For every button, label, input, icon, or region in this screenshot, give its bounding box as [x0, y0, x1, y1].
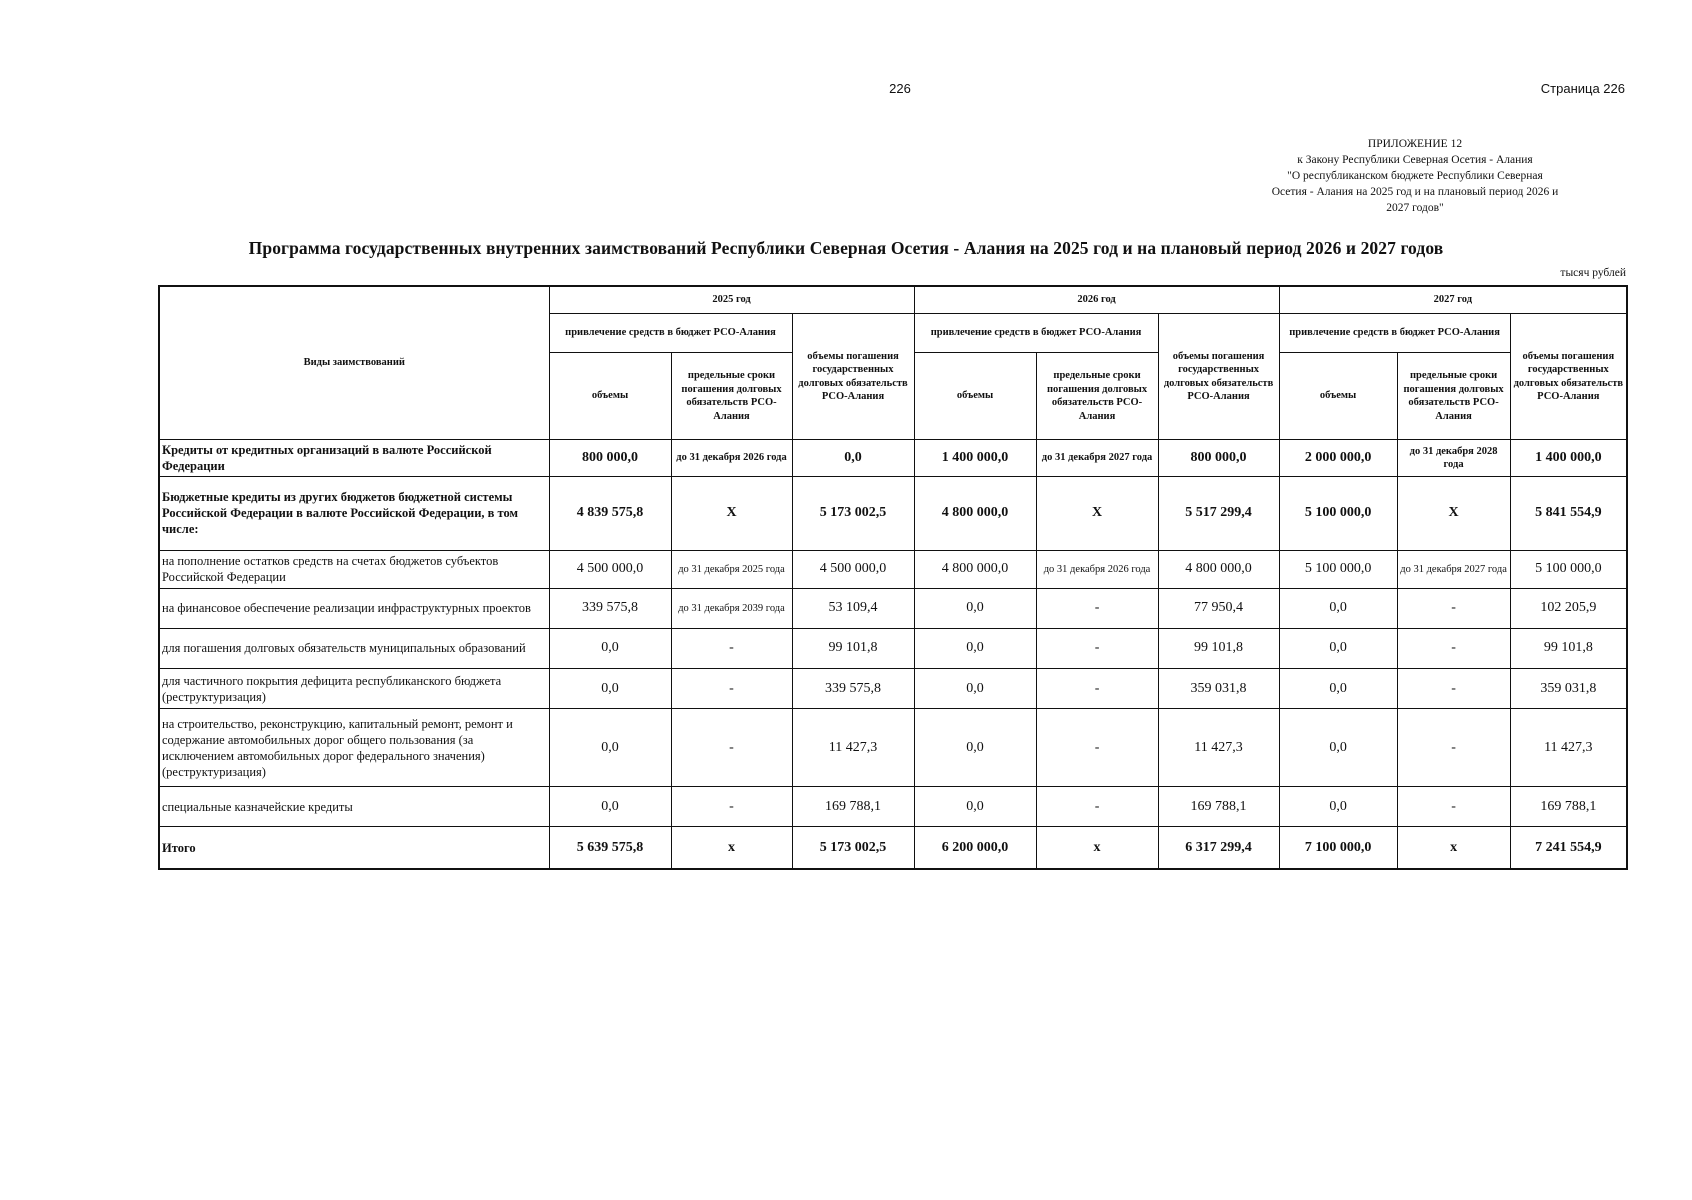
amount-cell: 339 575,8: [549, 588, 671, 628]
terms-header-2027: предельные сроки погашения долговых обязательств РСО-Алания: [1397, 353, 1510, 440]
attraction-header-2025: привлечение средств в бюджет РСО-Алания: [549, 314, 792, 353]
row-label: Кредиты от кредитных организаций в валюте Российской Федерации: [159, 440, 549, 477]
term-cell: -: [1036, 628, 1158, 668]
table-row: [159, 550, 1627, 588]
amount-cell: 0,0: [549, 668, 671, 708]
amount-cell: 169 788,1: [792, 787, 914, 827]
amount-cell: 53 109,4: [792, 588, 914, 628]
term-cell: -: [1397, 709, 1510, 787]
amount-cell: 11 427,3: [792, 709, 914, 787]
amount-cell: 4 500 000,0: [549, 550, 671, 588]
year-header-2026: 2026 год: [914, 286, 1279, 314]
table-row: [159, 440, 1627, 477]
amount-cell: 1 400 000,0: [1510, 440, 1627, 477]
term-cell: X: [1036, 476, 1158, 550]
amount-cell: 339 575,8: [792, 668, 914, 708]
amount-cell: 5 639 575,8: [549, 827, 671, 869]
amount-cell: 5 173 002,5: [792, 827, 914, 869]
table-row: [159, 827, 1627, 869]
table-row: [159, 787, 1627, 827]
appendix-block: [1250, 136, 1580, 216]
amount-cell: 0,0: [1279, 588, 1397, 628]
appendix-line: ПРИЛОЖЕНИЕ 12: [1367, 138, 1463, 150]
amount-cell: 102 205,9: [1510, 588, 1627, 628]
term-cell: -: [1397, 787, 1510, 827]
page-label: Страница 226: [1540, 81, 1625, 96]
term-cell: x: [671, 827, 792, 869]
row-label: на строительство, реконструкцию, капитальный ремонт, ремонт и содержание автомобильных дорог общего пользования (за исключением автомобильных дорог федерального значения) (реструктуризация): [159, 709, 549, 787]
amount-cell: 5 517 299,4: [1158, 476, 1279, 550]
amount-cell: 11 427,3: [1158, 709, 1279, 787]
borrowing-table: [158, 285, 1628, 870]
terms-header-2025: предельные сроки погашения долговых обязательств РСО-Алания: [671, 353, 792, 440]
volumes-header-2027: объемы: [1279, 353, 1397, 440]
table-row: [159, 628, 1627, 668]
term-cell: X: [1397, 476, 1510, 550]
amount-cell: 169 788,1: [1158, 787, 1279, 827]
amount-cell: 4 800 000,0: [1158, 550, 1279, 588]
term-cell: -: [671, 709, 792, 787]
term-cell: -: [671, 787, 792, 827]
document-title: Программа государственных внутренних заимствований Республики Северная Осетия - Алания на 2025 год и на плановый период 2026 и 2027 годов: [248, 238, 1444, 258]
units-label: тысяч рублей: [1560, 267, 1626, 279]
amount-cell: 0,0: [914, 588, 1036, 628]
row-label: Итого: [159, 827, 549, 869]
amount-cell: 0,0: [914, 628, 1036, 668]
amount-cell: 99 101,8: [1158, 628, 1279, 668]
row-label: Бюджетные кредиты из других бюджетов бюджетной системы Российской Федерации в валюте Российской Федерации, в том числе:: [159, 476, 549, 550]
amount-cell: 359 031,8: [1510, 668, 1627, 708]
amount-cell: 0,0: [1279, 709, 1397, 787]
amount-cell: 0,0: [914, 787, 1036, 827]
volumes-header-2025: объемы: [549, 353, 671, 440]
amount-cell: 11 427,3: [1510, 709, 1627, 787]
row-label: на пополнение остатков средств на счетах бюджетов субъектов Российской Федерации: [159, 550, 549, 588]
amount-cell: 359 031,8: [1158, 668, 1279, 708]
attraction-header-2026: привлечение средств в бюджет РСО-Алания: [914, 314, 1158, 353]
table-row: [159, 668, 1627, 708]
appendix-line: "О республиканском бюджете Республики Северная: [1287, 170, 1543, 182]
term-cell: x: [1397, 827, 1510, 869]
repayment-header-2026: объемы погашения государственных долговых обязательств РСО-Алания: [1158, 314, 1279, 440]
amount-cell: 6 200 000,0: [914, 827, 1036, 869]
amount-cell: 4 800 000,0: [914, 476, 1036, 550]
row-label: для частичного покрытия дефицита республиканского бюджета (реструктуризация): [159, 668, 549, 708]
term-cell: -: [1036, 668, 1158, 708]
appendix-line: к Закону Республики Северная Осетия - Алания: [1297, 154, 1533, 166]
term-cell: до 31 декабря 2026 года: [671, 440, 792, 477]
term-cell: до 31 декабря 2039 года: [671, 588, 792, 628]
appendix-line: 2027 годов": [1386, 202, 1444, 214]
amount-cell: 7 100 000,0: [1279, 827, 1397, 869]
amount-cell: 0,0: [792, 440, 914, 477]
amount-cell: 4 800 000,0: [914, 550, 1036, 588]
row-label: на финансовое обеспечение реализации инфраструктурных проектов: [159, 588, 549, 628]
amount-cell: 6 317 299,4: [1158, 827, 1279, 869]
page-number: 226: [889, 81, 911, 96]
amount-cell: 5 173 002,5: [792, 476, 914, 550]
amount-cell: 0,0: [1279, 787, 1397, 827]
row-label: для погашения долговых обязательств муниципальных образований: [159, 628, 549, 668]
term-cell: -: [1397, 628, 1510, 668]
term-cell: -: [1397, 588, 1510, 628]
year-header-2027: 2027 год: [1279, 286, 1627, 314]
amount-cell: 5 841 554,9: [1510, 476, 1627, 550]
row-header: Виды заимствований: [159, 286, 549, 440]
amount-cell: 5 100 000,0: [1279, 550, 1397, 588]
repayment-header-2025: объемы погашения государственных долговых обязательств РСО-Алания: [792, 314, 914, 440]
amount-cell: 99 101,8: [792, 628, 914, 668]
term-cell: до 31 декабря 2028 года: [1397, 440, 1510, 477]
amount-cell: 169 788,1: [1510, 787, 1627, 827]
amount-cell: 0,0: [1279, 668, 1397, 708]
term-cell: -: [1397, 668, 1510, 708]
attraction-header-2027: привлечение средств в бюджет РСО-Алания: [1279, 314, 1510, 353]
term-cell: -: [1036, 709, 1158, 787]
amount-cell: 4 500 000,0: [792, 550, 914, 588]
term-cell: до 31 декабря 2027 года: [1036, 440, 1158, 477]
table-row: [159, 588, 1627, 628]
terms-header-2026: предельные сроки погашения долговых обязательств РСО-Алания: [1036, 353, 1158, 440]
row-label: специальные казначейские кредиты: [159, 787, 549, 827]
amount-cell: 0,0: [549, 787, 671, 827]
amount-cell: 99 101,8: [1510, 628, 1627, 668]
volumes-header-2026: объемы: [914, 353, 1036, 440]
amount-cell: 77 950,4: [1158, 588, 1279, 628]
term-cell: x: [1036, 827, 1158, 869]
term-cell: -: [1036, 588, 1158, 628]
term-cell: до 31 декабря 2027 года: [1397, 550, 1510, 588]
amount-cell: 0,0: [914, 709, 1036, 787]
amount-cell: 0,0: [549, 628, 671, 668]
amount-cell: 5 100 000,0: [1510, 550, 1627, 588]
amount-cell: 800 000,0: [1158, 440, 1279, 477]
term-cell: до 31 декабря 2025 года: [671, 550, 792, 588]
amount-cell: 2 000 000,0: [1279, 440, 1397, 477]
appendix-line: Осетия - Алания на 2025 год и на плановый период 2026 и: [1271, 186, 1559, 198]
amount-cell: 0,0: [914, 668, 1036, 708]
term-cell: -: [1036, 787, 1158, 827]
table-row: [159, 709, 1627, 787]
amount-cell: 7 241 554,9: [1510, 827, 1627, 869]
amount-cell: 1 400 000,0: [914, 440, 1036, 477]
term-cell: -: [671, 668, 792, 708]
amount-cell: 4 839 575,8: [549, 476, 671, 550]
amount-cell: 800 000,0: [549, 440, 671, 477]
amount-cell: 5 100 000,0: [1279, 476, 1397, 550]
year-header-2025: 2025 год: [549, 286, 914, 314]
table-body: [159, 440, 1627, 870]
amount-cell: 0,0: [1279, 628, 1397, 668]
repayment-header-2027: объемы погашения государственных долговых обязательств РСО-Алания: [1510, 314, 1627, 440]
term-cell: X: [671, 476, 792, 550]
term-cell: -: [671, 628, 792, 668]
term-cell: до 31 декабря 2026 года: [1036, 550, 1158, 588]
amount-cell: 0,0: [549, 709, 671, 787]
table-row: [159, 476, 1627, 550]
